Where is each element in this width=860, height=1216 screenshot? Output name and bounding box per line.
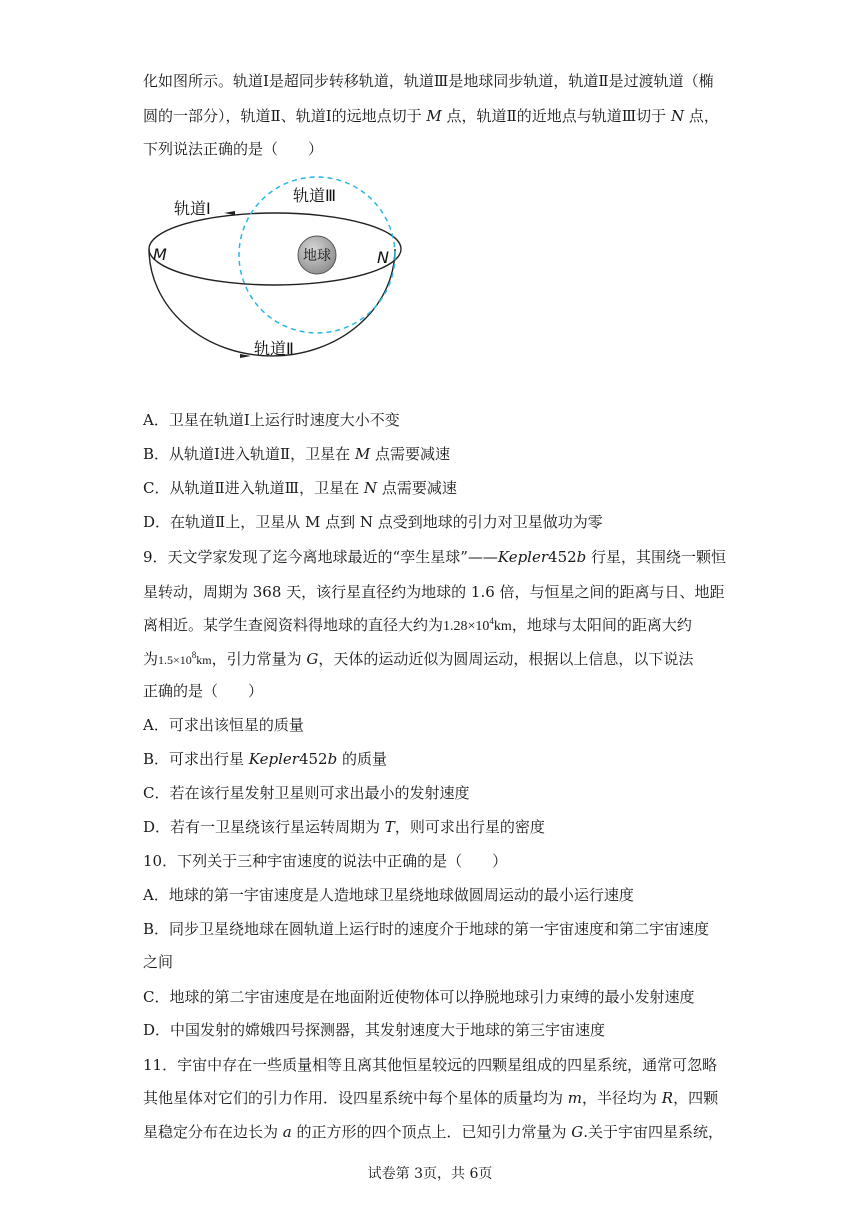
point-n-label: N	[377, 248, 389, 267]
earth-label: 地球	[303, 248, 331, 264]
q10-option-b-line-1: B．同步卫星绕地球在圆轨道上运行时的速度介于地球的第一宇宙速度和第二宇宙速度	[143, 920, 710, 938]
q10-option-b-line-2: 之间	[143, 953, 174, 971]
q8-option-a: A．卫星在轨道Ⅰ上运行时速度大小不变	[143, 411, 400, 429]
page-footer: 试卷第 3页，共 6页	[367, 1166, 493, 1182]
q10-option-c: C．地球的第二宇宙速度是在地面附近使物体可以挣脱地球引力束缚的最小发射速度	[143, 988, 695, 1006]
q8-option-b: B．从轨道Ⅰ进入轨道Ⅱ，卫星在 M 点需要减速	[143, 445, 451, 463]
orbit-1-label: 轨道Ⅰ	[174, 199, 211, 218]
point-m-label: M	[153, 245, 167, 264]
q8-option-d: D．在轨道Ⅱ上，卫星从 M 点到 N 点受到地球的引力对卫星做功为零	[143, 513, 603, 531]
intro-line-2: 圆的一部分），轨道Ⅱ、轨道Ⅰ的远地点切于 M 点，轨道Ⅱ的近地点与轨道Ⅲ切于 N 点，	[143, 107, 719, 125]
orbit-diagram	[140, 170, 410, 370]
q10-option-d: D．中国发射的嫦娥四号探测器，其发射速度大于地球的第三宇宙速度	[143, 1021, 606, 1039]
q8-option-c: C．从轨道Ⅱ进入轨道Ⅲ，卫星在 N 点需要减速	[143, 479, 457, 497]
q9-stem-line-4: 为$1.5\times 10^8km$，引力常量为 G，天体的运动近似为圆周运动，根据以上信息，以下说法	[143, 650, 694, 668]
q9-option-c: C．若在该行星发射卫星则可求出最小的发射速度	[143, 784, 470, 802]
intro-line-1: 化如图所示。轨道Ⅰ是超同步转移轨道，轨道Ⅲ是地球同步轨道，轨道Ⅱ是过渡轨道（椭	[143, 72, 714, 90]
q10-option-a: A．地球的第一宇宙速度是人造地球卫星绕地球做圆周运动的最小运行速度	[143, 886, 634, 904]
q9-option-a: A．可求出该恒星的质量	[143, 716, 304, 734]
q9-stem-line-1: 9．天文学家发现了迄今离地球最近的“孪生星球”——Kepler452b 行星，其围绕一颗恒	[143, 548, 727, 566]
q9-option-b: B．可求出行星 Kepler452b 的质量	[143, 750, 387, 768]
q11-stem-line-2: 其他星体对它们的引力作用．设四星系统中每个星体的质量均为 m，半径均为 R，四颗	[143, 1089, 719, 1107]
q9-stem-line-3: 离相近。某学生查阅资料得地球的直径大约为$1.28\times 10^4km$，地球与太阳间的距离大约	[143, 616, 692, 634]
intro-line-3: 下列说法正确的是（ ）	[143, 140, 324, 158]
orbit-3-label: 轨道Ⅲ	[293, 186, 337, 205]
q9-option-d: D．若有一卫星绕该行星运转周期为 T，则可求出行星的密度	[143, 818, 545, 836]
q11-stem-line-3: 星稳定分布在边长为 a 的正方形的四个顶点上．已知引力常量为 G.关于宇宙四星系统，	[143, 1123, 724, 1141]
orbit-1-arrow-icon	[224, 211, 235, 215]
q9-stem-line-5: 正确的是（ ）	[143, 682, 264, 700]
orbit-1-ellipse	[149, 213, 401, 285]
orbit-2-label: 轨道Ⅱ	[254, 339, 294, 358]
q9-stem-line-2: 星转动，周期为 368 天，该行星直径约为地球的 1.6 倍，与恒星之间的距离与日、地距	[143, 583, 725, 601]
q11-stem-line-1: 11．宇宙中存在一些质量相等且离其他恒星较远的四颗星组成的四星系统，通常可忽略	[143, 1056, 718, 1074]
q10-stem: 10．下列关于三种宇宙速度的说法中正确的是（ ）	[143, 852, 508, 870]
